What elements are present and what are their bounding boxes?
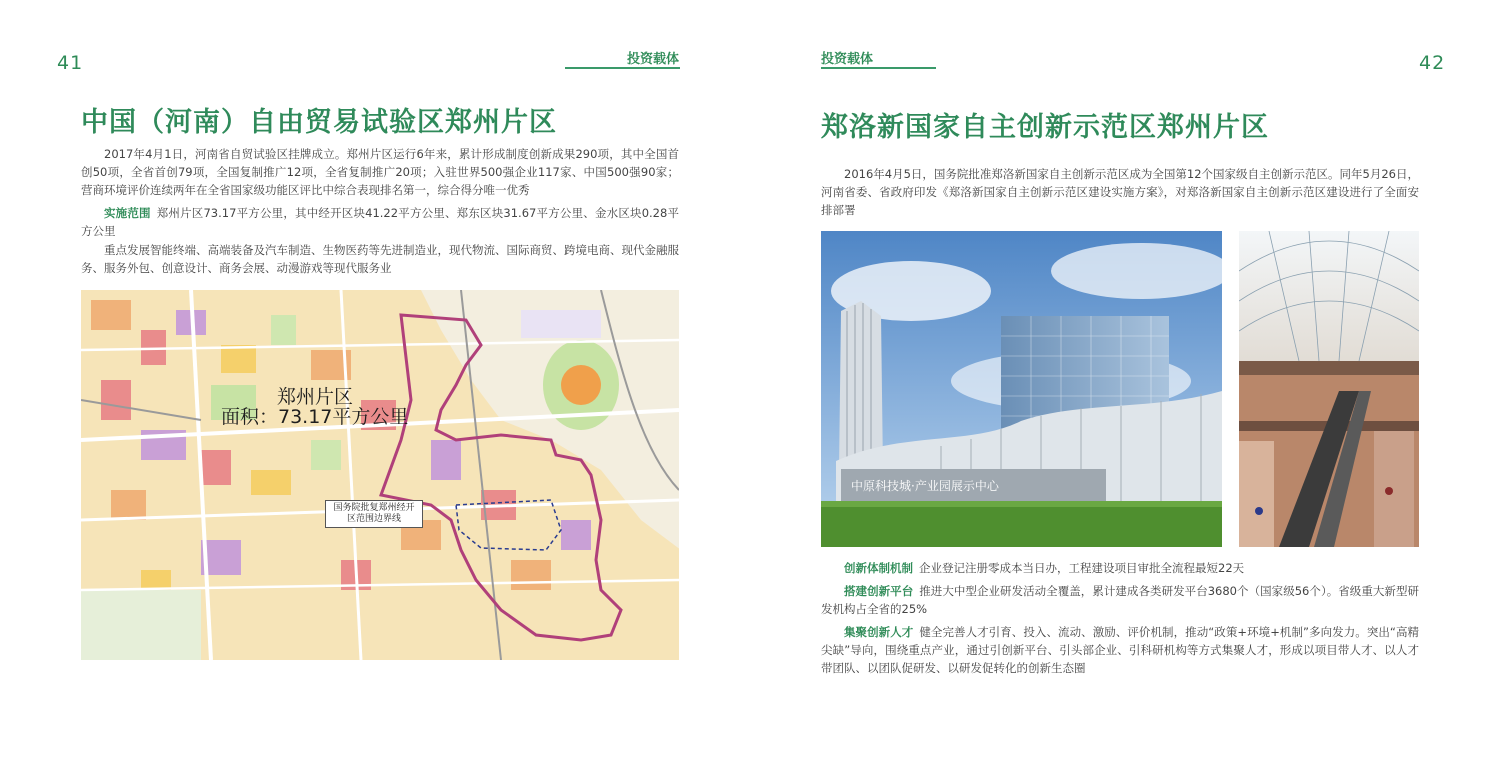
page-number-right: 42 (1419, 52, 1446, 74)
exhibition-center-graphic (821, 231, 1222, 547)
innovation-item-3 (821, 623, 1419, 677)
interior-atrium-photo (1239, 231, 1419, 547)
section-tag-underline-right (821, 67, 936, 69)
page-number-left: 41 (57, 52, 84, 74)
innovation-item-1-label: 创新体制机制 (844, 561, 913, 575)
innovation-item-2-label: 搭建创新平台 (844, 584, 914, 598)
innovation-item-1-text: 企业登记注册零成本当日办，工程建设项目审批全流程最短22天 (919, 561, 1245, 575)
map-boundary-callout: 国务院批复郑州经开区范围边界线 (325, 500, 423, 528)
innovation-item-1 (821, 559, 1419, 577)
map-area-name: 郑州片区 (277, 386, 354, 408)
intro-paragraph-left: 2017年4月1日，河南省自贸试验区挂牌成立。郑州片区运行6年来，累计形成制度创新成果290项，其中全国首创50项，全省首创79项，全国复制推广12项，全省复制推广20项；入驻世界500强企业117家、中国500强90家；营商环境评价连续两年在全省国家级功能区评比中综合表现排名第一，综合得分唯一优秀 (81, 147, 679, 197)
section-tag-underline-left (565, 67, 680, 69)
scope-paragraph (81, 204, 679, 240)
interior-atrium-graphic (1239, 231, 1419, 547)
zhengzhou-area-map (81, 290, 679, 660)
section-tag-right: 投资载体 (821, 52, 874, 67)
exhibition-center-photo (821, 231, 1222, 547)
page-title-right: 郑洛新国家自主创新示范区郑州片区 (821, 112, 1269, 143)
page-title-left: 中国（河南）自由贸易试验区郑州片区 (81, 107, 557, 138)
intro-paragraph-right: 2016年4月5日，国务院批准郑洛新国家自主创新示范区成为全国第12个国家级自主创新示范区。同年5月26日，河南省委、省政府印发《郑洛新国家自主创新示范区建设实施方案》，对郑洛新国家自主创新示范区建设进行了全面安排部署 (821, 167, 1419, 217)
map-graphic (81, 290, 679, 660)
scope-label: 实施范围 (104, 206, 151, 220)
innovation-item-3-text: 健全完善人才引育、投入、流动、激励、评价机制，推动“政策+环境+机制”多向发力。突出“高精尖缺”导向，围绕重点产业，通过引创新平台、引头部企业、引科研机构等方式集聚人才，形成以项目带人才、以人才带团队、以团队促研发、以研发促转化的创新生态圈 (821, 625, 1419, 675)
innovation-item-3-label: 集聚创新人才 (844, 625, 914, 639)
innovation-item-2-text: 推进大中型企业研发活动全覆盖，累计建成各类研发平台3680个（国家级56个）。省级重大新型研发机构占全省的25% (821, 584, 1420, 616)
scope-text: 郑州片区73.17平方公里，其中经开区块41.22平方公里、郑东区块31.67平方公里、金水区块0.28平方公里 (81, 206, 679, 238)
building-sign-text: 中原科技城·产业园展示中心 (851, 479, 999, 493)
innovation-item-2 (821, 582, 1419, 618)
section-tag-left: 投资载体 (627, 52, 680, 67)
map-area-size: 面积：73.17平方公里 (221, 406, 409, 428)
industry-paragraph: 重点发展智能终端、高端装备及汽车制造、生物医药等先进制造业，现代物流、国际商贸、跨境电商、现代金融服务、服务外包、创意设计、商务会展、动漫游戏等现代服务业 (81, 243, 679, 275)
